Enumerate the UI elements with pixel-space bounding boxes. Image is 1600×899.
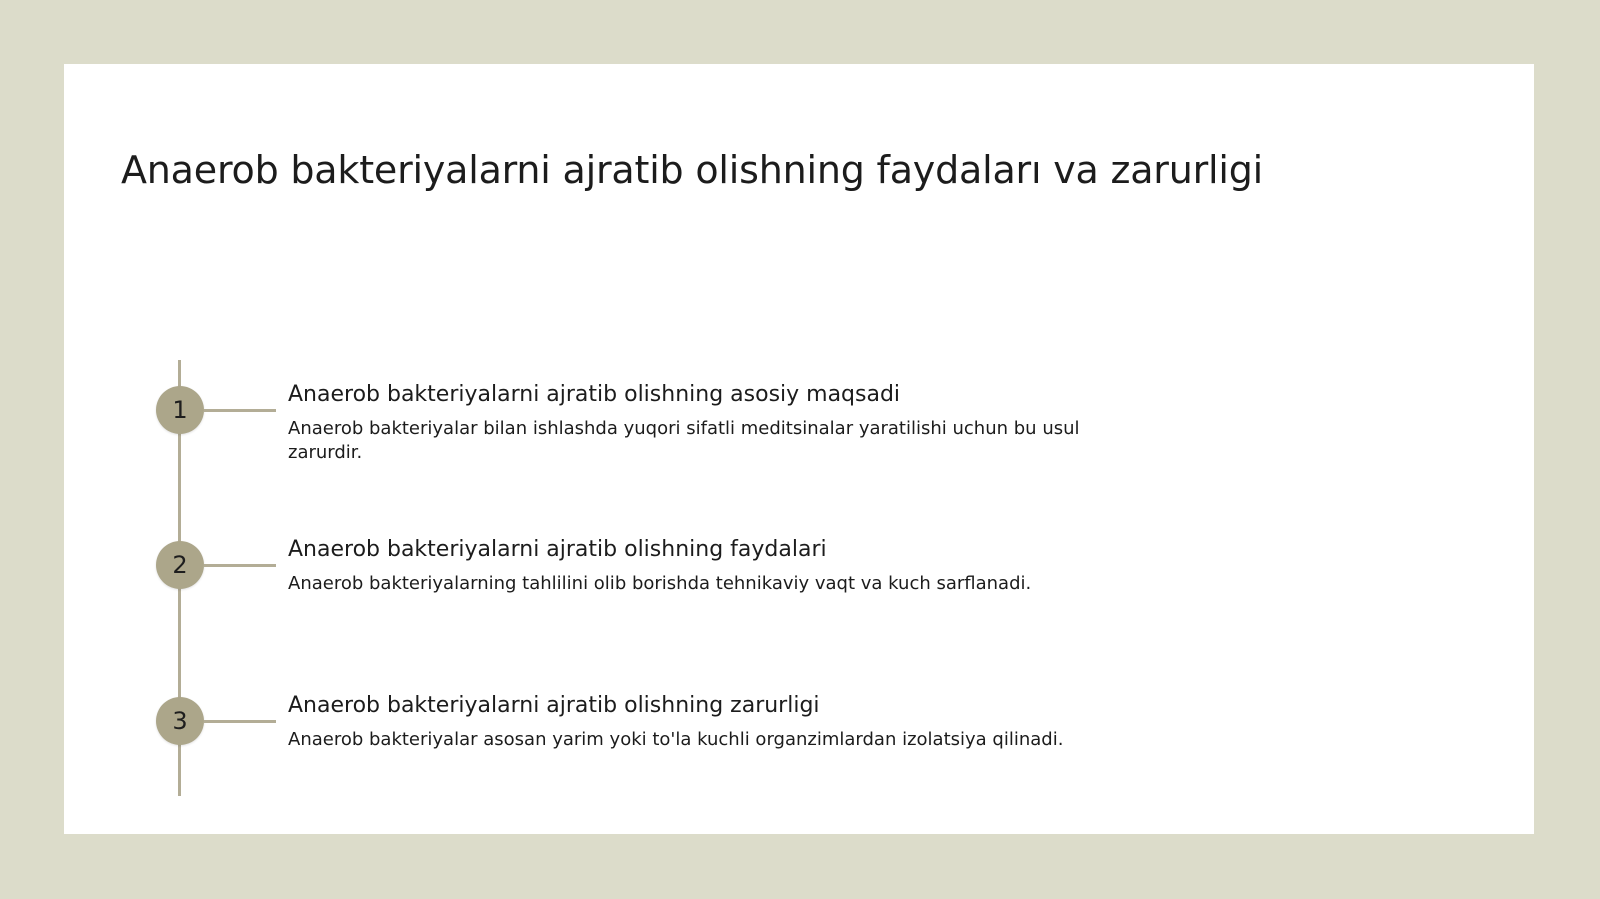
slide-title: Anaerob bakteriyalarni ajratib olishning faydaları va zarurligi bbox=[121, 148, 1264, 192]
step-number-badge: 1 bbox=[156, 386, 204, 434]
step-number-badge: 3 bbox=[156, 697, 204, 745]
step-connector-line bbox=[204, 564, 276, 567]
step-description: Anaerob bakteriyalar asosan yarim yoki to'la kuchli organzimlardan izolatsiya qilinadi. bbox=[288, 729, 1064, 750]
step-connector-line bbox=[204, 409, 276, 412]
step-description: Anaerob bakteriyalarning tahlilini olib borishda tehnikaviy vaqt va kuch sarflanadi. bbox=[288, 573, 1032, 594]
step-title: Anaerob bakteriyalarni ajratib olishning asosiy maqsadi bbox=[288, 382, 901, 407]
timeline bbox=[64, 64, 1534, 834]
step-connector-line bbox=[204, 720, 276, 723]
step-title: Anaerob bakteriyalarni ajratib olishning faydalari bbox=[288, 537, 827, 562]
step-number-badge: 2 bbox=[156, 541, 204, 589]
step-title: Anaerob bakteriyalarni ajratib olishning zarurligi bbox=[288, 693, 820, 718]
slide bbox=[64, 64, 1534, 834]
step-description: Anaerob bakteriyalar bilan ishlashda yuqori sifatli meditsinalar yaratilishi uchun bu usul zarurdir. bbox=[288, 418, 1080, 463]
